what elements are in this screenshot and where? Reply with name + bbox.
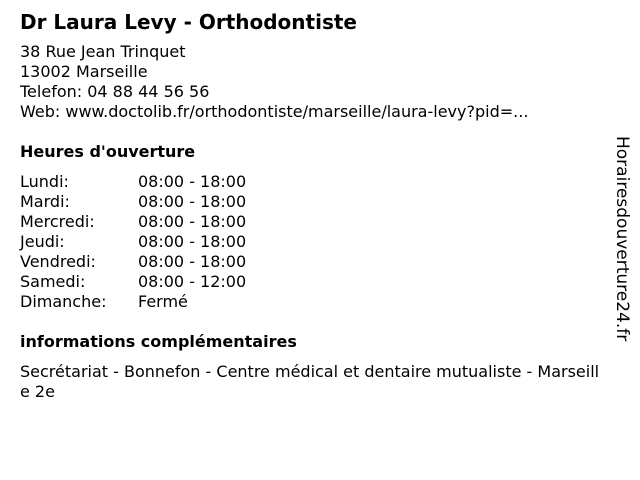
hours-time: 08:00 - 18:00: [138, 252, 247, 271]
hours-time: Fermé: [138, 292, 188, 311]
site-watermark: Horairesdouverture24.fr: [612, 136, 632, 342]
hours-row-mercredi: [20, 212, 600, 232]
city-postal: 13002 Marseille: [20, 62, 148, 81]
hours-time: 08:00 - 18:00: [138, 172, 247, 191]
hours-day: Mercredi:: [20, 212, 95, 231]
hours-day: Samedi:: [20, 272, 86, 291]
opening-hours-heading: Heures d'ouverture: [20, 142, 196, 161]
hours-day: Lundi:: [20, 172, 69, 191]
opening-hours-list: [20, 172, 600, 312]
hours-row-jeudi: [20, 232, 600, 252]
hours-row-lundi: [20, 172, 600, 192]
business-card: [20, 10, 600, 402]
additional-info-heading: informations complémentaires: [20, 332, 297, 351]
additional-info-text: Secrétariat - Bonnefon - Centre médical et dentaire mutualiste - Marseille 2e: [20, 362, 600, 401]
hours-row-dimanche: [20, 292, 600, 312]
hours-day: Dimanche:: [20, 292, 107, 311]
street-address: 38 Rue Jean Trinquet: [20, 42, 186, 61]
hours-row-samedi: [20, 272, 600, 292]
website-link[interactable]: Web: www.doctolib.fr/orthodontiste/marseille/laura-levy?pid=...: [20, 102, 529, 121]
hours-time: 08:00 - 18:00: [138, 192, 247, 211]
hours-time: 08:00 - 18:00: [138, 212, 247, 231]
page-title: Dr Laura Levy - Orthodontiste: [20, 10, 357, 34]
hours-day: Jeudi:: [20, 232, 65, 251]
hours-day: Vendredi:: [20, 252, 96, 271]
address-block: [20, 42, 600, 122]
hours-row-vendredi: [20, 252, 600, 272]
hours-time: 08:00 - 12:00: [138, 272, 247, 291]
hours-day: Mardi:: [20, 192, 70, 211]
hours-row-mardi: [20, 192, 600, 212]
phone-number: Telefon: 04 88 44 56 56: [20, 82, 210, 101]
hours-time: 08:00 - 18:00: [138, 232, 247, 251]
